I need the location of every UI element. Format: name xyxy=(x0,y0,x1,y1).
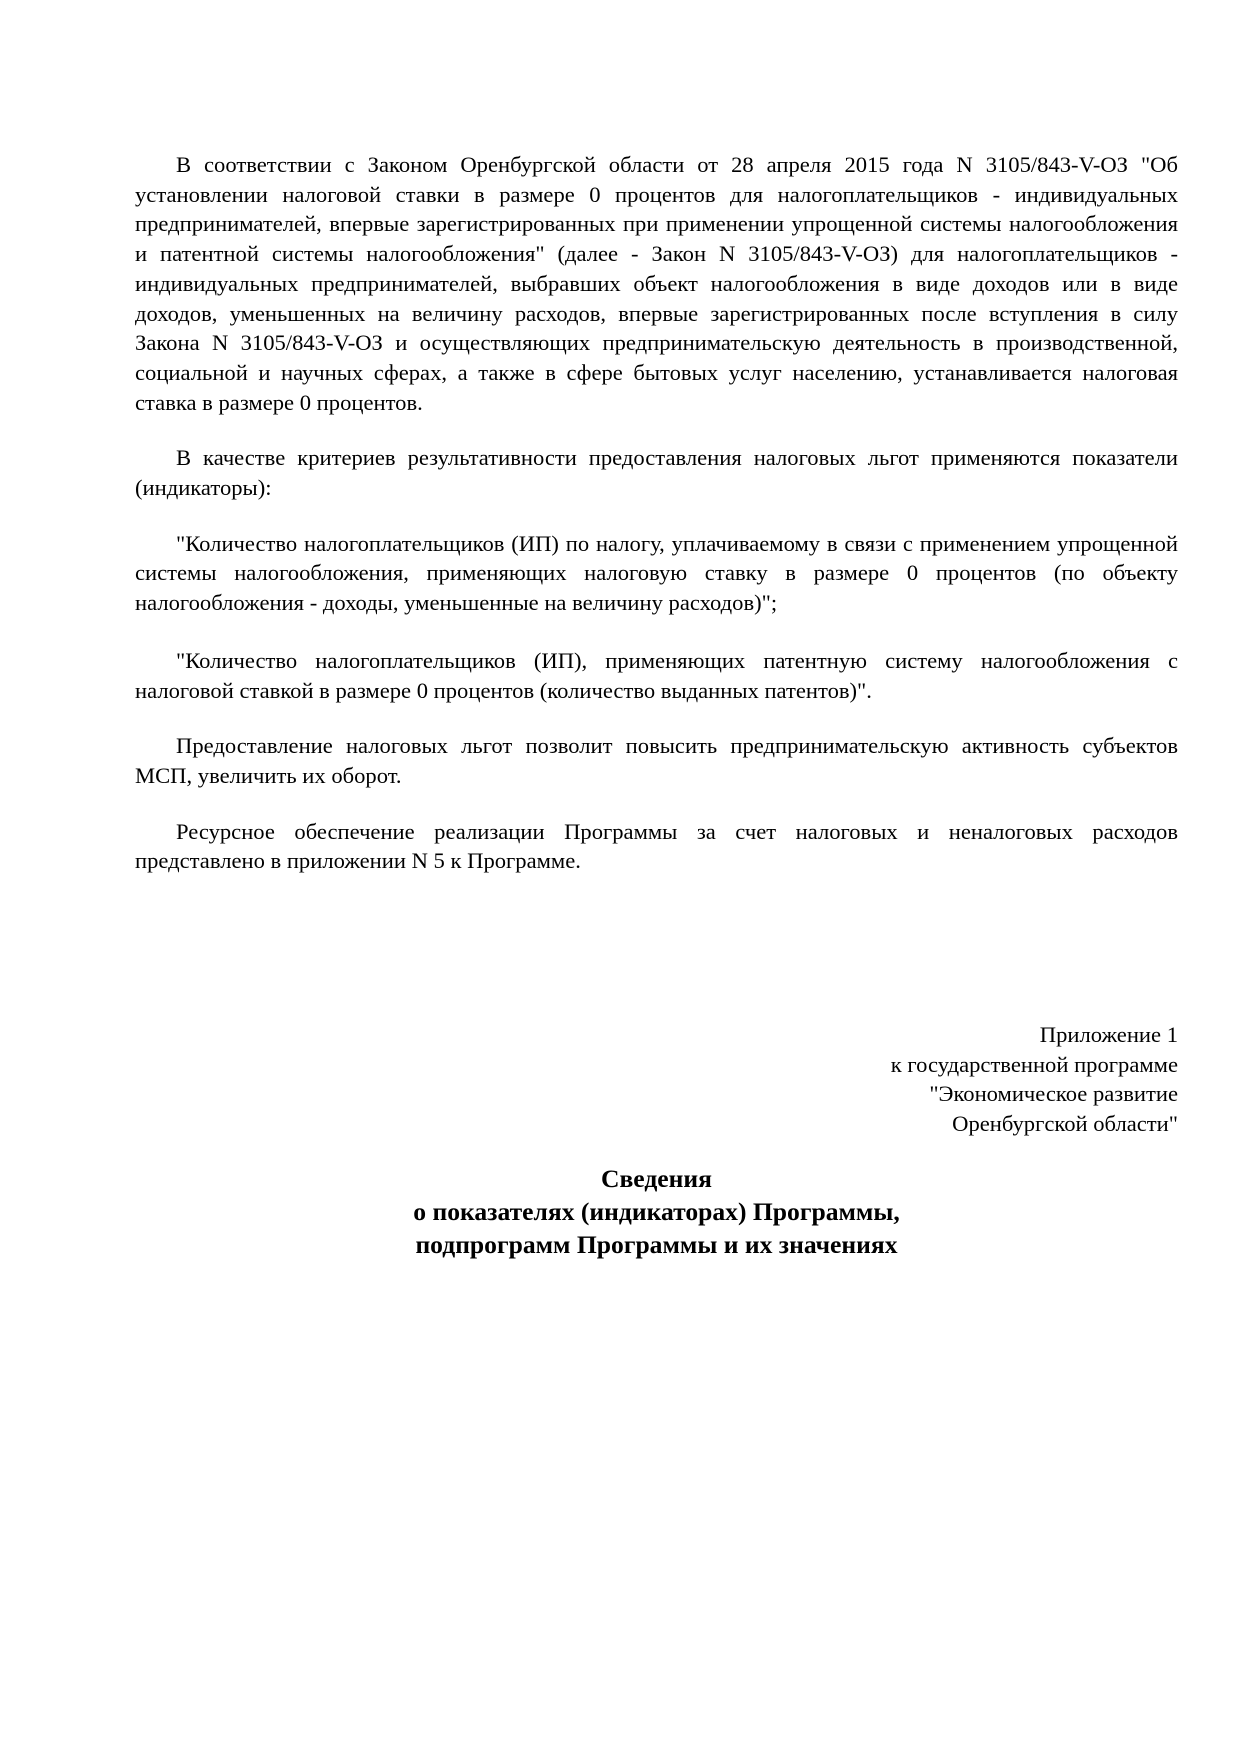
document-body xyxy=(135,150,1178,902)
appendix-line: Оренбургской области" xyxy=(952,1110,1178,1136)
paragraph-criteria: В качестве критериев результативности предоставления налоговых льгот применяются показатели (индикаторы): xyxy=(135,445,1178,501)
appendix-reference xyxy=(891,1020,1178,1138)
paragraph-business-activity: Предоставление налоговых льгот позволит повысить предпринимательскую активность субъектов МСП, увеличить их оборот. xyxy=(135,733,1178,788)
title-line: о показателях (индикаторах) Программы, xyxy=(413,1197,900,1226)
appendix-line: "Экономическое развитие xyxy=(929,1081,1178,1106)
title-line: Сведения xyxy=(601,1164,712,1193)
paragraph-indicator-simplified: "Количество налогоплательщиков (ИП) по налогу, уплачиваемому в связи с применением упрощенной системы налогообложения, применяющих налоговую ставку в размере 0 процентов (по объекту налогообложения - доходы, уменьшенные на величину расходов)"; xyxy=(135,530,1178,616)
paragraph-tax-rate-law: В соответствии с Законом Оренбургской области от 28 апреля 2015 года N 3105/843-V-ОЗ "Об установлении налоговой ставки в размере 0 процентов для налогоплательщиков - индивидуальных предпринимателей, впервые зарегистрированных при применении упрощенной системы налогообложения и патентной системы налогообложения" (далее - Закон N 3105/843-V-ОЗ) для налогоплательщиков - индивидуальных предпринимателей, выбравших объект налогообложения в виде доходов или в виде доходов, уменьшенных на величину расходов, впервые зарегистрированных после вступления в силу Закона N 3105/843-V-ОЗ и осуществляющих предпринимательскую деятельность в производственной, социальной и научных сферах, а также в сфере бытовых услуг населению, устанавливается налоговая ставка в размере 0 процентов. xyxy=(135,152,1178,415)
appendix-line: Приложение 1 xyxy=(1039,1022,1178,1047)
paragraph-indicator-patent: "Количество налогоплательщиков (ИП), применяющих патентную систему налогообложения с налоговой ставкой в размере 0 процентов (количество выданных патентов)". xyxy=(135,647,1178,703)
paragraph-resource-support: Ресурсное обеспечение реализации Программы за счет налоговых и неналоговых расходов представлено в приложении N 5 к Программе. xyxy=(135,818,1178,874)
section-title xyxy=(135,1162,1178,1261)
title-line: подпрограмм Программы и их значениях xyxy=(415,1230,898,1259)
appendix-line: к государственной программе xyxy=(890,1051,1178,1077)
